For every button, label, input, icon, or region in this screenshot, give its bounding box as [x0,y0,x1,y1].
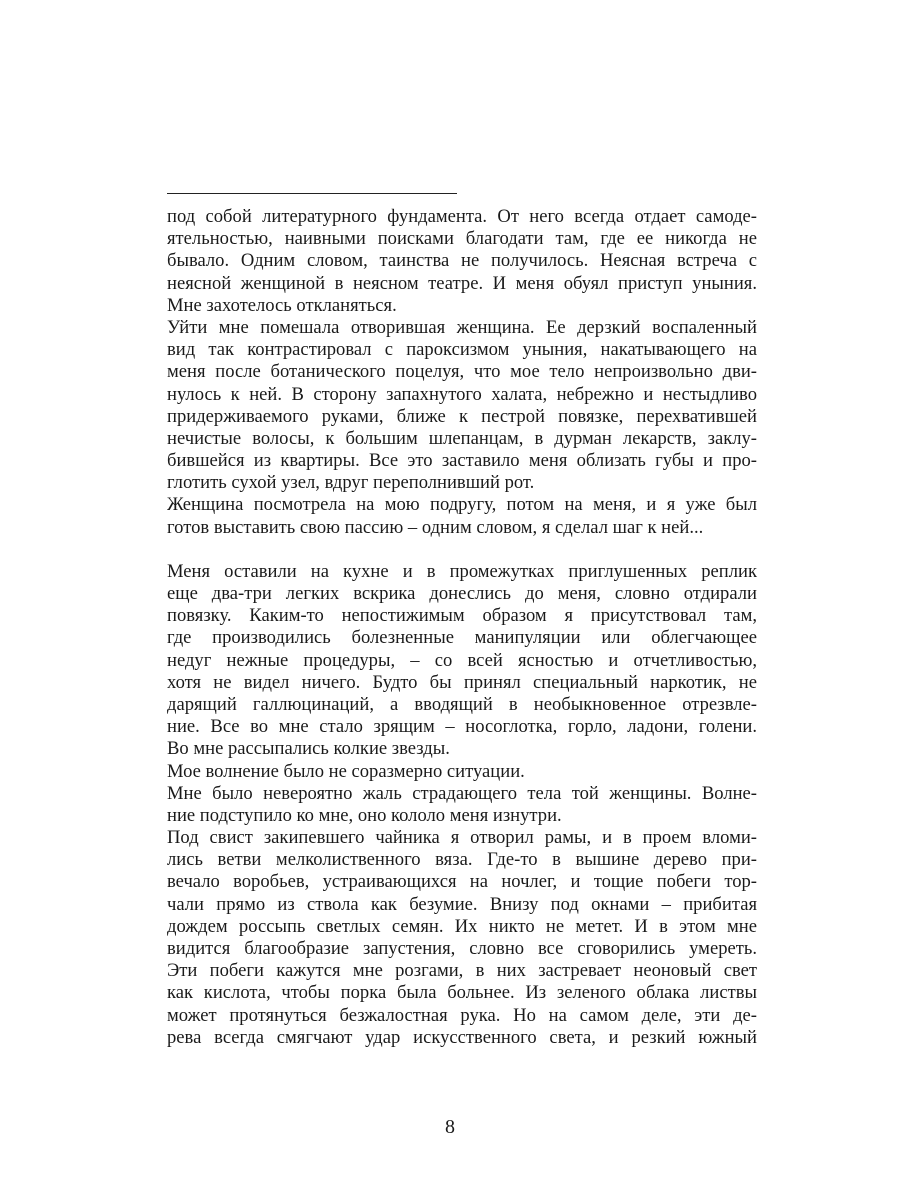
text-line: придерживаемого руками, ближе к пестрой повязке, перехватившей [167,405,757,427]
text-line: чали прямо из ствола как безумие. Внизу под окнами – прибитая [167,893,757,915]
text-line: Мне было невероятно жаль страдающего тела той женщины. Волне- [167,782,757,804]
text-line: под собой литературного фундамента. От него всегда отдает самоде- [167,206,757,227]
text-line: рева всегда смягчают удар искусственного света, и резкий южный [167,1026,757,1048]
text-line: ятельностью, наивными поисками благодати там, где ее никогда не [167,228,757,250]
text-line: дождем россыпь светлых семян. Их никто не метет. И в этом мне [167,915,757,937]
text-line: нечистые волосы, к большим шлепанцам, в дурман лекарств, заклу- [167,427,757,449]
text-line: как кислота, чтобы порка была больнее. Из зеленого облака листвы [167,982,757,1004]
text-line: недуг нежные процедуры, – со всей ясностью и отчетливостью, [167,649,757,671]
text-line: Меня оставили на кухне и в промежутках приглушенных реплик [167,560,757,582]
text-line: хотя не видел ничего. Будто бы принял специальный наркотик, не [167,671,757,693]
text-line: бывало. Одним словом, таинства не получилось. Неясная встреча с [167,250,757,272]
text-line: неясной женщиной в неясном театре. И меня обуял приступ уныния. [167,272,757,294]
text-line: меня после ботанического поцелуя, что мое тело непроизвольно дви- [167,361,757,383]
text-line: Уйти мне помешала отворившая женщина. Ее дерзкий воспаленный [167,316,757,338]
text-line: ние. Все во мне стало зрящим – носоглотка, горло, ладони, голени. [167,716,757,738]
text-line: вечало воробьев, устраивающихся на ночлег, и тощие побеги тор- [167,871,757,893]
page-number: 8 [445,1116,455,1138]
text-line: Мое волнение было не соразмерно ситуации. [167,760,525,782]
text-line: может протянуться безжалостная рука. Но на самом деле, эти де- [167,1004,757,1026]
text-line: видится благообразие запустения, словно все сговорились умереть. [167,938,757,959]
footnote-separator-rule [167,193,457,194]
text-line: где производились болезненные манипуляции или облегчающее [167,627,757,649]
text-line: Мне захотелось откланяться. [167,294,397,316]
text-line: вид так контрастировал с пароксизмом уныния, накатывающего на [167,339,757,361]
text-line: Эти побеги кажутся мне розгами, в них застревает неоновый свет [167,960,757,982]
text-line: готов выставить свою пассию – одним словом, я сделал шаг к ней... [167,516,704,538]
text-line: нулось к ней. В сторону запахнутого халата, небрежно и нестыдливо [167,383,757,405]
section-break [167,539,757,561]
text-line: Во мне рассыпались колкие звезды. [167,738,450,760]
text-line: бившейся из квартиры. Все это заставило меня облизать губы и про- [167,450,757,472]
body-text [167,206,757,1049]
text-line: еще два-три легких вскрика донеслись до меня, словно отдирали [167,583,757,604]
text-line: Женщина посмотрела на мою подругу, потом на меня, и я уже был [167,494,757,516]
text-line: Под свист закипевшего чайника я отворил рамы, и в проем вломи- [167,827,757,849]
text-line: лись ветви мелколиственного вяза. Где-то в вышине дерево при- [167,849,757,871]
text-line: дарящий галлюцинаций, а вводящий в необыкновенное отрезвле- [167,693,757,715]
text-line: повязку. Каким-то непостижимым образом я присутствовал там, [167,605,757,627]
text-line: ние подступило ко мне, оно кололо меня изнутри. [167,804,562,826]
text-line: глотить сухой узел, вдруг переполнивший рот. [167,472,535,494]
text-block-1 [167,206,757,539]
text-block-2 [167,561,757,1049]
